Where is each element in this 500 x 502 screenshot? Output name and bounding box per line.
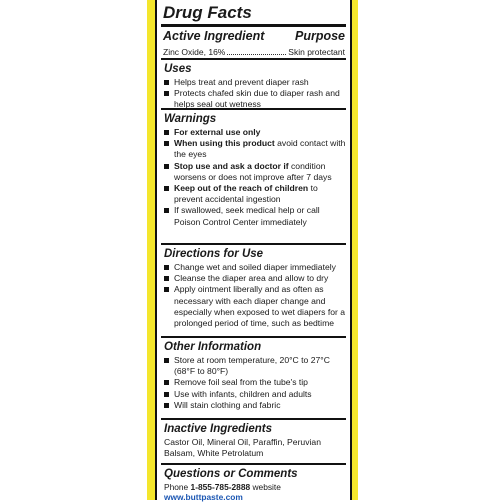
list-item: Cleanse the diaper area and allow to dry [164,273,346,284]
list-item: Change wet and soiled diaper immediately [164,262,346,273]
bullet-icon [164,186,169,191]
list-item: Store at room temperature, 20°C to 27°C (68°F to 80°F) [164,355,346,377]
bullet-icon [164,380,169,385]
warnings-title: Warnings [164,113,217,125]
list-item: Will stain clothing and fabric [164,400,346,411]
list-item: For external use only [164,127,346,138]
other-info-list [161,355,346,411]
bullet-icon [164,392,169,397]
drug-facts-heading: Drug Facts [163,3,252,22]
other-info-title: Other Information [164,341,262,353]
bullet-icon [164,141,169,146]
inactive-ingredients-text: Castor Oil, Mineral Oil, Paraffin, Peruvian Balsam, White Petrolatum [164,437,321,459]
list-item: Helps treat and prevent diaper rash [164,77,346,88]
drug-facts-panel [155,0,352,500]
active-ingredient-purpose: Skin protectant [288,47,345,57]
list-item: Use with infants, children and adults [164,389,346,400]
bullet-icon [164,287,169,292]
directions-title: Directions for Use [164,248,264,260]
phone-number[interactable]: 1-855-785-2888 [190,482,251,492]
questions-title: Questions or Comments [164,468,298,480]
directions-section [161,243,346,336]
warnings-list [161,127,346,228]
active-ingredient-name: Zinc Oxide, 16% [163,47,226,57]
questions-section [161,463,346,500]
active-ingredient-header [163,27,345,45]
bullet-icon [164,91,169,96]
bullet-icon [164,130,169,135]
website-link[interactable]: www.buttpaste.com [164,492,243,502]
bullet-icon [164,208,169,213]
list-item: Apply ointment liberally and as often as necessary with each diaper change and especially when exposed to wet diapers for a prolonged period of time, such as bedtime [164,284,346,329]
uses-list [161,77,346,111]
list-item: Protects chafed skin due to diaper rash and helps seal out wetness [164,88,346,110]
bullet-icon [164,80,169,85]
bullet-icon [164,276,169,281]
list-item: Stop use and ask a doctor if condition worsens or does not improve after 7 days [164,161,346,183]
contact-line [164,482,346,502]
uses-section [161,58,346,108]
bullet-icon [164,403,169,408]
active-ingredient-label: Active Ingredient [163,29,265,43]
list-item: If swallowed, seek medical help or call Poison Control Center immediately [164,205,346,227]
bullet-icon [164,358,169,363]
list-item: When using this product avoid contact with the eyes [164,138,346,160]
warnings-section [161,108,346,243]
list-item: Remove foil seal from the tube's tip [164,377,346,388]
bullet-icon [164,265,169,270]
inactive-ingredients-title: Inactive Ingredients [164,423,273,435]
list-item: Keep out of the reach of children to prevent accidental ingestion [164,183,346,205]
website-label: website [252,482,281,492]
leader-dots [227,54,286,55]
inactive-ingredients-section [161,418,346,463]
phone-label: Phone [164,482,189,492]
directions-list [161,262,346,329]
purpose-label: Purpose [294,29,345,43]
active-ingredient-row [163,45,345,57]
bullet-icon [164,164,169,169]
uses-title: Uses [164,63,192,75]
other-info-section [161,336,346,418]
